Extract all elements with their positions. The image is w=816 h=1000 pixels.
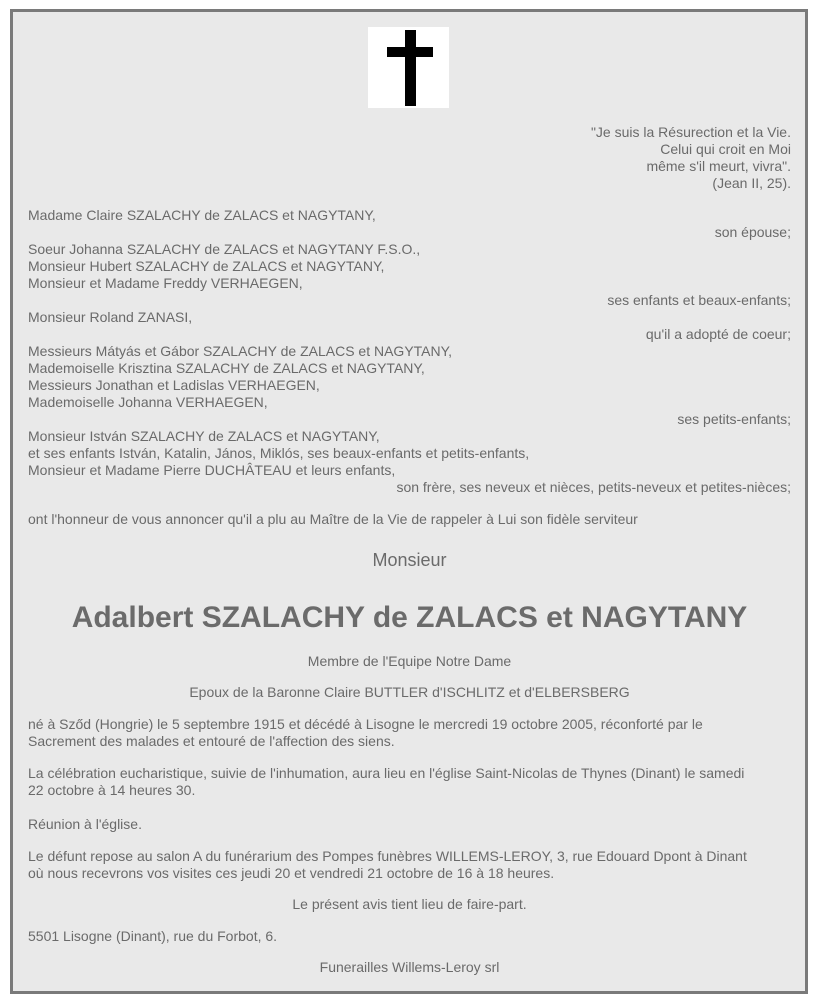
siblings-role: son frère, ses neveux et nièces, petits-neveux et petites-nièces; — [396, 479, 791, 495]
family-member: Mademoiselle Johanna VERHAEGEN, — [28, 394, 268, 410]
quote-line: même s'il meurt, vivra". — [646, 158, 791, 174]
family-member: Monsieur et Madame Pierre DUCHÂTEAU et leurs enfants, — [28, 462, 396, 478]
family-member: et ses enfants István, Katalin, János, Miklós, ses beaux-enfants et petits-enfants, — [28, 445, 530, 461]
spouse-name: Madame Claire SZALACHY de ZALACS et NAGYTANY, — [28, 207, 376, 223]
announcement: ont l'honneur de vous annoncer qu'il a plu au Maître de la Vie de rappeler à Lui son fidèle serviteur — [28, 511, 638, 527]
repose: Le défunt repose au salon A du funérarium des Pompes funèbres WILLEMS-LEROY, 3, rue Edouard Dpont à Dinant où nous recevrons vos visites ces jeudi 20 et vendredi 21 octobre de 16 à 18 heures. — [28, 848, 747, 881]
bible-quote — [591, 124, 791, 192]
family-member: Monsieur et Madame Freddy VERHAEGEN, — [28, 275, 303, 291]
quote-line: "Je suis la Résurection et la Vie. — [590, 124, 791, 140]
family-member: Monsieur Hubert SZALACHY de ZALACS et NAGYTANY, — [28, 258, 385, 274]
quote-line: Celui qui croit en Moi — [660, 141, 791, 157]
grandchildren-role: ses petits-enfants; — [677, 411, 791, 427]
funeral-home: Funerailles Willems-Leroy srl — [319, 959, 500, 975]
address: 5501 Lisogne (Dinant), rue du Forbot, 6. — [28, 928, 278, 944]
family-member: Soeur Johanna SZALACHY de ZALACS et NAGYTANY F.S.O., — [28, 241, 421, 257]
family-member: Messieurs Mátyás et Gábor SZALACHY de ZALACS et NAGYTANY, — [28, 343, 453, 359]
obituary-frame — [10, 9, 808, 994]
honorific: Monsieur — [372, 550, 447, 570]
family-member: Monsieur István SZALACHY de ZALACS et NAGYTANY, — [28, 428, 380, 444]
birth-death: né à Sződ (Hongrie) le 5 septembre 1915 et décédé à Lisogne le mercredi 19 octobre 2005, réconforté par le Sacrement des malades et entouré de l'affection des siens. — [28, 716, 703, 749]
quote-reference: (Jean II, 25). — [712, 175, 791, 191]
deceased-name: Adalbert SZALACHY de ZALACS et NAGYTANY — [71, 601, 748, 634]
membership: Membre de l'Equipe Notre Dame — [307, 653, 512, 669]
spouse-role: son épouse; — [714, 224, 791, 240]
family-member: Mademoiselle Krisztina SZALACHY de ZALACS et NAGYTANY, — [28, 360, 425, 376]
family-member: Messieurs Jonathan et Ladislas VERHAEGEN, — [28, 377, 320, 393]
family-member: Monsieur Roland ZANASI, — [28, 309, 193, 325]
notice: Le présent avis tient lieu de faire-part. — [292, 896, 527, 912]
cross-icon — [405, 30, 416, 106]
children-role: ses enfants et beaux-enfants; — [607, 292, 791, 308]
meeting: Réunion à l'église. — [28, 816, 142, 832]
ceremony: La célébration eucharistique, suivie de l'inhumation, aura lieu en l'église Saint-Nicolas de Thynes (Dinant) le samedi 22 octobre à 14 heures 30. — [28, 765, 745, 798]
spouse-line: Epoux de la Baronne Claire BUTTLER d'ISCHLITZ et d'ELBERSBERG — [189, 684, 630, 700]
adopted-role: qu'il a adopté de coeur; — [645, 326, 791, 342]
cross-image — [368, 27, 449, 108]
